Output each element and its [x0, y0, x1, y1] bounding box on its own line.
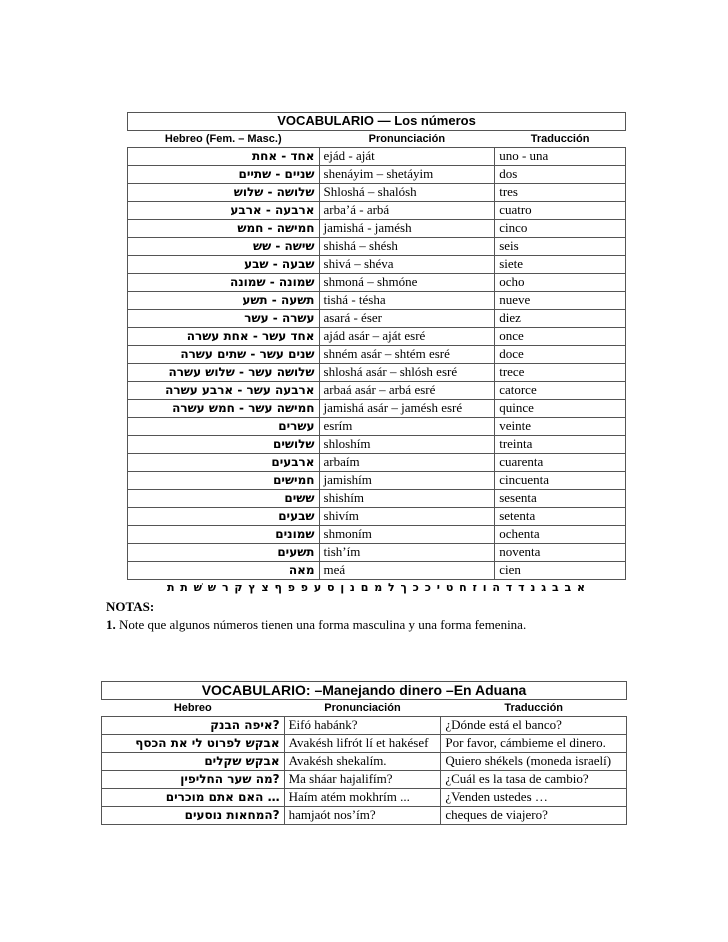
- table-row: [128, 508, 626, 526]
- table-row: [128, 166, 626, 184]
- hebrew-cell: שלושה עשר - שלוש עשרה: [128, 364, 320, 382]
- hebrew-cell: חמישים: [128, 472, 320, 490]
- hebrew-cell: … האם אתם מוכרים: [102, 789, 285, 807]
- hebrew-cell: ?מה שער החליפין: [102, 771, 285, 789]
- pronunciation-cell: shném asár – shtém esré: [319, 346, 495, 364]
- pronunciation-cell: Avakésh shekalím.: [284, 753, 441, 771]
- hebrew-cell: תשעה - תשע: [128, 292, 320, 310]
- pronunciation-cell: shivá – shéva: [319, 256, 495, 274]
- pronunciation-cell: arba’á - arbá: [319, 202, 495, 220]
- note-text: Note que algunos números tienen una forma masculina y una forma femenina.: [115, 617, 527, 632]
- translation-cell: catorce: [495, 382, 626, 400]
- numbers-vocabulary-table: [127, 112, 626, 597]
- hebrew-cell: ארבעים: [128, 454, 320, 472]
- pronunciation-cell: ejád - aját: [319, 148, 495, 166]
- translation-cell: cinco: [495, 220, 626, 238]
- table-row: [128, 220, 626, 238]
- hebrew-cell: ארבעה - ארבע: [128, 202, 320, 220]
- pronunciation-cell: Haím atém mokhrím ...: [284, 789, 441, 807]
- pronunciation-cell: Avakésh lifrót lí et hakésef: [284, 735, 441, 753]
- hebrew-cell: אחד עשר - אחת עשרה: [128, 328, 320, 346]
- table-row: [128, 544, 626, 562]
- pronunciation-cell: shishá – shésh: [319, 238, 495, 256]
- pronunciation-cell: Ma sháar hajalifím?: [284, 771, 441, 789]
- table-row: [128, 346, 626, 364]
- translation-cell: nueve: [495, 292, 626, 310]
- translation-cell: Quiero shékels (moneda israelí): [441, 753, 627, 771]
- table-row: [128, 328, 626, 346]
- pronunciation-cell: esrím: [319, 418, 495, 436]
- hebrew-cell: שמונה - שמונה: [128, 274, 320, 292]
- translation-cell: cincuenta: [495, 472, 626, 490]
- table-row: [128, 310, 626, 328]
- hebrew-cell: חמישה - חמש: [128, 220, 320, 238]
- table-row: [128, 436, 626, 454]
- table-row: [102, 807, 627, 825]
- pronunciation-cell: shenáyim – shetáyim: [319, 166, 495, 184]
- translation-cell: ocho: [495, 274, 626, 292]
- alefbet-row: [128, 580, 626, 598]
- table-row: [128, 148, 626, 166]
- table-row: [128, 382, 626, 400]
- table-header-row: [102, 700, 627, 717]
- translation-cell: once: [495, 328, 626, 346]
- translation-cell: ¿Cuál es la tasa de cambio?: [441, 771, 627, 789]
- hebrew-cell: ?איפה הבנק: [102, 717, 285, 735]
- hebrew-cell: שלושים: [128, 436, 320, 454]
- translation-cell: cien: [495, 562, 626, 580]
- hebrew-cell: שבעים: [128, 508, 320, 526]
- hebrew-cell: ?המחאות נוסעים: [102, 807, 285, 825]
- pronunciation-cell: asará - éser: [319, 310, 495, 328]
- pronunciation-cell: shmoná – shmóne: [319, 274, 495, 292]
- hebrew-cell: תשעים: [128, 544, 320, 562]
- translation-cell: ochenta: [495, 526, 626, 544]
- header-pronunciation: Pronunciación: [368, 133, 446, 145]
- pronunciation-cell: shishím: [319, 490, 495, 508]
- header-pronunciation: Pronunciación: [324, 702, 401, 714]
- translation-cell: Por favor, cámbieme el dinero.: [441, 735, 627, 753]
- table-row: [102, 717, 627, 735]
- notes-heading: NOTAS:: [106, 599, 155, 614]
- hebrew-cell: עשרים: [128, 418, 320, 436]
- pronunciation-cell: shloshá asár – shlósh esré: [319, 364, 495, 382]
- table-row: [128, 364, 626, 382]
- header-hebrew: Hebreo (Fem. – Masc.): [164, 133, 282, 145]
- pronunciation-cell: shloshím: [319, 436, 495, 454]
- hebrew-cell: שבעה - שבע: [128, 256, 320, 274]
- pronunciation-cell: arbaá asár – arbá esré: [319, 382, 495, 400]
- hebrew-cell: אבקש לפרוט לי את הכסף: [102, 735, 285, 753]
- table-title-row: [128, 113, 626, 131]
- translation-cell: trece: [495, 364, 626, 382]
- pronunciation-cell: jamishá asár – jamésh esré: [319, 400, 495, 418]
- hebrew-cell: ששים: [128, 490, 320, 508]
- pronunciation-cell: ajád asár – aját esré: [319, 328, 495, 346]
- pronunciation-cell: hamjaót nos’ím?: [284, 807, 441, 825]
- translation-cell: siete: [495, 256, 626, 274]
- pronunciation-cell: shivím: [319, 508, 495, 526]
- table-row: [128, 238, 626, 256]
- table-row: [128, 472, 626, 490]
- pronunciation-cell: arbaím: [319, 454, 495, 472]
- pronunciation-cell: meá: [319, 562, 495, 580]
- table-row: [102, 789, 627, 807]
- notes-section: [106, 598, 526, 634]
- table-row: [128, 202, 626, 220]
- translation-cell: veinte: [495, 418, 626, 436]
- table-row: [128, 184, 626, 202]
- pronunciation-cell: jamishá - jamésh: [319, 220, 495, 238]
- table-row: [128, 526, 626, 544]
- table-row: [128, 256, 626, 274]
- pronunciation-cell: tish’ím: [319, 544, 495, 562]
- table-row: [128, 400, 626, 418]
- hebrew-cell: עשרה - עשר: [128, 310, 320, 328]
- table-row: [128, 454, 626, 472]
- table-row: [102, 735, 627, 753]
- translation-cell: treinta: [495, 436, 626, 454]
- pronunciation-cell: tishá - tésha: [319, 292, 495, 310]
- table-row: [102, 771, 627, 789]
- pronunciation-cell: Eifó habánk?: [284, 717, 441, 735]
- translation-cell: cuarenta: [495, 454, 626, 472]
- table-row: [128, 490, 626, 508]
- table-row: [128, 562, 626, 580]
- money-vocabulary-table: [101, 681, 627, 825]
- table-row: [128, 292, 626, 310]
- table-row: [102, 753, 627, 771]
- translation-cell: diez: [495, 310, 626, 328]
- table-title: VOCABULARIO — Los números: [128, 113, 626, 131]
- translation-cell: setenta: [495, 508, 626, 526]
- translation-cell: doce: [495, 346, 626, 364]
- translation-cell: dos: [495, 166, 626, 184]
- hebrew-cell: שלושה - שלוש: [128, 184, 320, 202]
- translation-cell: ¿Venden ustedes …: [441, 789, 627, 807]
- hebrew-cell: אבקש שקלים: [102, 753, 285, 771]
- alefbet-text: א ב ב ג נ ד ד ה ו ז ח ט י כ כ ך ל מ ם נ ן ס ע פ פ ף צ ץ ק ר ש שׁ ת ת: [166, 581, 587, 594]
- note-item: [106, 616, 526, 634]
- translation-cell: seis: [495, 238, 626, 256]
- hebrew-cell: מאה: [128, 562, 320, 580]
- hebrew-cell: שנים עשר - שתים עשרה: [128, 346, 320, 364]
- table-row: [128, 274, 626, 292]
- hebrew-cell: שניים - שתיים: [128, 166, 320, 184]
- table-title: VOCABULARIO: –Manejando dinero –En Aduana: [102, 682, 627, 700]
- pronunciation-cell: shmoním: [319, 526, 495, 544]
- pronunciation-cell: Shloshá – shalósh: [319, 184, 495, 202]
- translation-cell: tres: [495, 184, 626, 202]
- hebrew-cell: ארבעה עשר - ארבע עשרה: [128, 382, 320, 400]
- header-hebrew: Hebreo: [173, 702, 212, 714]
- header-translation: Traducción: [530, 133, 590, 145]
- table-title-row: [102, 682, 627, 700]
- translation-cell: cheques de viajero?: [441, 807, 627, 825]
- hebrew-cell: אחד - אחת: [128, 148, 320, 166]
- translation-cell: quince: [495, 400, 626, 418]
- table-row: [128, 418, 626, 436]
- note-number: 1.: [106, 617, 116, 632]
- translation-cell: ¿Dónde está el banco?: [441, 717, 627, 735]
- translation-cell: noventa: [495, 544, 626, 562]
- hebrew-cell: שמונים: [128, 526, 320, 544]
- translation-cell: sesenta: [495, 490, 626, 508]
- hebrew-cell: שישה - שש: [128, 238, 320, 256]
- translation-cell: cuatro: [495, 202, 626, 220]
- pronunciation-cell: jamishím: [319, 472, 495, 490]
- translation-cell: uno - una: [495, 148, 626, 166]
- table-header-row: [128, 131, 626, 148]
- hebrew-cell: חמישה עשר - חמש עשרה: [128, 400, 320, 418]
- header-translation: Traducción: [504, 702, 564, 714]
